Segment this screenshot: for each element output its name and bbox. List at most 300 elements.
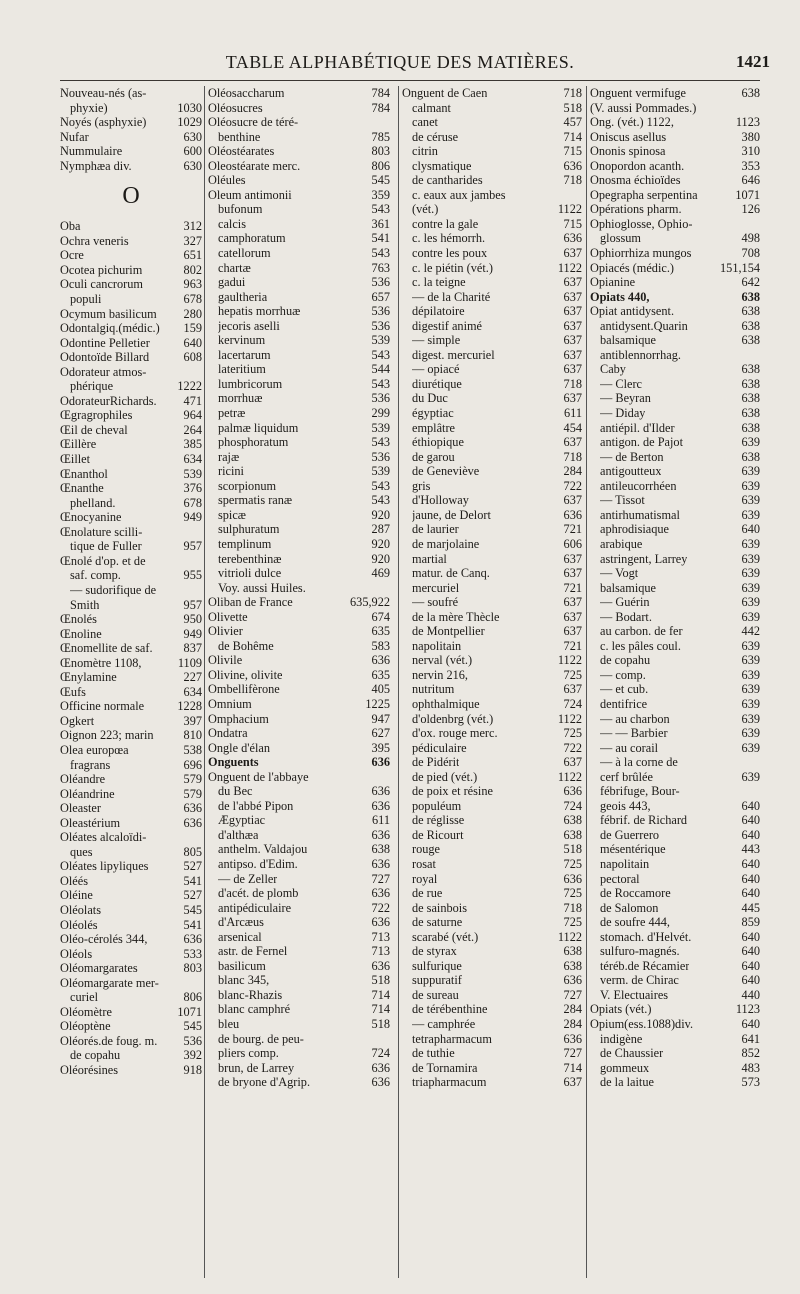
entry-term: pectoral	[600, 871, 640, 886]
entry-page-ref: 955	[183, 568, 202, 583]
index-entry	[402, 755, 582, 770]
entry-term: Œnomellite de saf.	[60, 641, 153, 656]
entry-term: arsenical	[218, 929, 262, 944]
entry-term: kervinum	[218, 333, 266, 348]
entry-term: Opiat antidysent.	[590, 304, 675, 319]
entry-page-ref: 641	[741, 1031, 760, 1046]
entry-term: Odontalgiq.(médic.)	[60, 321, 160, 336]
entry-term: Œufs	[60, 684, 86, 699]
index-entry	[208, 173, 390, 188]
index-entry	[402, 144, 582, 159]
entry-term: V. Electuaires	[600, 987, 669, 1002]
index-entry	[402, 115, 582, 130]
entry-page-ref: 541	[371, 231, 390, 246]
entry-page-ref: 536	[371, 304, 390, 319]
entry-term: gris	[412, 478, 431, 493]
index-entry	[60, 159, 202, 174]
index-entry	[402, 319, 582, 334]
index-entry	[208, 406, 390, 421]
entry-term: emplâtre	[412, 420, 456, 435]
entry-page-ref: 637	[563, 493, 582, 508]
header-rule	[60, 80, 760, 81]
index-entry	[208, 479, 390, 494]
entry-page-ref: 724	[563, 696, 582, 711]
index-entry	[402, 348, 582, 363]
entry-page-ref: 636	[371, 886, 390, 901]
index-entry	[60, 1048, 202, 1063]
index-entry	[402, 406, 582, 421]
entry-page-ref	[757, 755, 760, 770]
entry-page-ref: 637	[563, 1075, 582, 1090]
entry-page-ref: 359	[371, 187, 390, 202]
entry-page-ref: 920	[371, 507, 390, 522]
index-entry	[60, 1005, 202, 1020]
index-entry	[60, 568, 202, 583]
entry-page-ref: 715	[563, 144, 582, 159]
entry-term: — opiacé	[412, 362, 460, 377]
entry-page-ref: 636	[371, 856, 390, 871]
entry-term: Oléorés.de foug. m.	[60, 1033, 158, 1048]
index-column-2	[204, 86, 390, 1278]
index-entry	[590, 261, 760, 276]
entry-page-ref	[579, 188, 582, 203]
index-entry	[60, 350, 202, 365]
index-entry	[402, 799, 582, 814]
entry-page-ref: 639	[741, 464, 760, 479]
entry-page-ref	[199, 976, 202, 991]
index-entry	[60, 307, 202, 322]
index-entry	[60, 728, 202, 743]
index-entry	[402, 435, 582, 450]
entry-page-ref: 638	[741, 406, 760, 421]
entry-term: antiblennorrhag.	[600, 347, 681, 362]
entry-page-ref: 1071	[735, 187, 760, 202]
entry-page-ref: 1122	[557, 711, 582, 726]
index-entry	[60, 612, 202, 627]
entry-page-ref: 639	[741, 682, 760, 697]
entry-term: scorpionum	[218, 478, 277, 493]
entry-page-ref: 310	[741, 144, 760, 159]
entry-term: Oleostéarate merc.	[208, 158, 301, 173]
index-entry	[590, 959, 760, 974]
entry-term: Œnolé d'op. et de	[60, 553, 146, 568]
entry-term: — — Barbier	[600, 726, 668, 741]
entry-page-ref: 636	[371, 1060, 390, 1075]
entry-term: Oléolés	[60, 917, 98, 932]
index-entry	[208, 901, 390, 916]
entry-page-ref: 579	[183, 786, 202, 801]
entry-page-ref: 950	[183, 612, 202, 627]
index-entry	[590, 872, 760, 887]
entry-term: d'althæa	[218, 827, 259, 842]
index-entry	[590, 624, 760, 639]
index-entry	[208, 581, 390, 596]
entry-term: templinum	[218, 536, 272, 551]
entry-term: terebenthinæ	[218, 551, 282, 566]
index-entry	[402, 552, 582, 567]
entry-term: Ogkert	[60, 713, 95, 728]
index-entry	[208, 290, 390, 305]
index-entry	[590, 828, 760, 843]
index-entry	[590, 712, 760, 727]
entry-term: de Ricourt	[412, 827, 464, 842]
entry-term: mésentérique	[600, 842, 666, 857]
index-entry	[60, 481, 202, 496]
entry-page-ref: 638	[741, 420, 760, 435]
index-entry	[60, 423, 202, 438]
entry-page-ref: 714	[563, 1060, 582, 1075]
entry-page-ref: 638	[371, 842, 390, 857]
entry-term: Oniscus asellus	[590, 129, 667, 144]
entry-term: Onguent de Caen	[402, 86, 488, 100]
index-entry	[208, 1046, 390, 1061]
index-entry	[590, 115, 760, 130]
entry-page-ref: 721	[563, 638, 582, 653]
entry-page-ref: 718	[563, 376, 582, 391]
entry-page-ref: 802	[183, 262, 202, 277]
index-entry	[590, 1061, 760, 1076]
index-entry	[402, 522, 582, 537]
index-entry	[208, 595, 390, 610]
index-entry	[60, 743, 202, 758]
entry-page-ref: 725	[563, 915, 582, 930]
index-entry	[60, 496, 202, 511]
entry-term: de Guerrero	[600, 827, 660, 842]
index-entry	[60, 874, 202, 889]
entry-page-ref: 639	[741, 435, 760, 450]
index-entry	[590, 813, 760, 828]
index-entry	[590, 1075, 760, 1090]
entry-page-ref: 543	[371, 347, 390, 362]
entry-term: Œillet	[60, 452, 91, 467]
index-entry	[590, 1002, 760, 1017]
entry-term: Oléates alcaloïdi-	[60, 830, 147, 845]
entry-page-ref: 376	[183, 481, 202, 496]
entry-term: Œillère	[60, 437, 97, 452]
index-entry	[590, 493, 760, 508]
index-entry	[402, 217, 582, 232]
index-entry	[402, 1017, 582, 1032]
entry-page-ref: 518	[563, 100, 582, 115]
entry-page-ref	[387, 770, 390, 785]
index-entry	[590, 930, 760, 945]
index-entry	[402, 988, 582, 1003]
entry-term: — Tissot	[600, 493, 645, 508]
entry-term: — Diday	[600, 406, 646, 421]
entry-page-ref: 527	[183, 888, 202, 903]
index-entry	[208, 857, 390, 872]
entry-page-ref: 637	[563, 362, 582, 377]
entry-page-ref: 784	[371, 86, 390, 100]
entry-term: Oléates lipyliques	[60, 859, 149, 874]
entry-term: Œnomètre 1108,	[60, 655, 142, 670]
entry-term: sulfurique	[412, 958, 462, 973]
entry-page-ref: 724	[371, 1046, 390, 1061]
entry-page-ref: 957	[183, 539, 202, 554]
entry-page-ref	[199, 86, 202, 101]
index-entry	[60, 525, 202, 540]
entry-page-ref: 1071	[177, 1004, 202, 1019]
index-entry	[208, 1002, 390, 1017]
index-entry	[590, 86, 760, 101]
entry-page-ref: 640	[741, 886, 760, 901]
index-entry	[60, 379, 202, 394]
index-entry	[590, 1032, 760, 1047]
entry-page-ref: 539	[371, 333, 390, 348]
entry-page-ref: 637	[563, 624, 582, 639]
entry-page-ref: 630	[183, 129, 202, 144]
entry-term: de cantharides	[412, 173, 483, 188]
entry-page-ref: 636	[371, 784, 390, 799]
entry-term: Omnium	[208, 696, 252, 711]
index-entry	[402, 973, 582, 988]
entry-page-ref: 636	[371, 798, 390, 813]
index-entry	[208, 712, 390, 727]
index-entry	[402, 537, 582, 552]
entry-term: basilicum	[218, 958, 266, 973]
entry-term: Opegrapha serpentina	[590, 187, 698, 202]
entry-term: Olivier	[208, 624, 243, 639]
index-entry	[402, 86, 582, 101]
index-entry	[60, 277, 202, 292]
entry-page-ref: 718	[563, 86, 582, 100]
index-entry	[590, 552, 760, 567]
entry-page-ref	[757, 217, 760, 232]
entry-term: d'ox. rouge merc.	[412, 726, 498, 741]
entry-page-ref: 126	[741, 202, 760, 217]
entry-term: Œil de cheval	[60, 422, 128, 437]
entry-page-ref: 949	[183, 626, 202, 641]
index-entry	[402, 188, 582, 203]
entry-term: Onguent de l'abbaye	[208, 769, 309, 784]
page-title: TABLE ALPHABÉTIQUE DES MATIÈRES.	[225, 52, 575, 72]
entry-page-ref	[199, 830, 202, 845]
index-entry	[590, 508, 760, 523]
index-entry	[60, 656, 202, 671]
entry-page-ref: 651	[183, 248, 202, 263]
entry-term: bufonum	[218, 202, 263, 217]
entry-term: lumbricorum	[218, 376, 283, 391]
entry-page-ref: 638	[741, 304, 760, 319]
entry-page-ref: 600	[183, 144, 202, 159]
entry-term: antipédiculaire	[218, 900, 292, 915]
entry-term: de styrax	[412, 944, 457, 959]
index-entry	[208, 391, 390, 406]
entry-term: camphoratum	[218, 231, 286, 246]
index-entry	[60, 598, 202, 613]
entry-term: de Montpellier	[412, 624, 485, 639]
entry-term: Ocotea pichurim	[60, 262, 143, 277]
entry-page-ref: 638	[563, 944, 582, 959]
entry-term: phérique	[70, 379, 114, 394]
entry-term: Nouveau-nés (as-	[60, 86, 147, 100]
entry-term: hepatis morrhuæ	[218, 304, 301, 319]
index-entry	[590, 697, 760, 712]
entry-page-ref: 636	[371, 653, 390, 668]
entry-page-ref: 545	[183, 1019, 202, 1034]
entry-term: napolitain	[412, 638, 462, 653]
index-entry	[208, 552, 390, 567]
index-entry	[590, 231, 760, 246]
entry-page-ref: 640	[741, 871, 760, 886]
entry-term: lacertarum	[218, 347, 271, 362]
index-entry	[590, 159, 760, 174]
entry-term: de Pidérit	[412, 755, 460, 770]
entry-term: stomach. d'Helvét.	[600, 929, 692, 944]
index-entry	[590, 144, 760, 159]
entry-term: phelland.	[70, 495, 116, 510]
index-entry	[402, 231, 582, 246]
entry-term: canet	[412, 115, 438, 130]
entry-page-ref: 1029	[177, 115, 202, 130]
entry-page-ref: 541	[183, 873, 202, 888]
index-entry	[208, 610, 390, 625]
entry-term: Smith	[70, 597, 100, 612]
entry-term: Oléolats	[60, 902, 101, 917]
entry-page-ref: 785	[371, 129, 390, 144]
index-entry	[60, 510, 202, 525]
entry-page-ref: 638	[563, 827, 582, 842]
entry-page-ref	[387, 581, 390, 596]
entry-term: saf. comp.	[70, 568, 121, 583]
index-entry	[60, 888, 202, 903]
index-entry	[590, 522, 760, 537]
entry-page-ref: 725	[563, 667, 582, 682]
entry-page-ref: 1228	[177, 699, 202, 714]
index-entry	[60, 670, 202, 685]
entry-term: Œnocyanine	[60, 510, 122, 525]
entry-term: fébrifuge, Bour-	[600, 784, 680, 799]
index-entry	[208, 886, 390, 901]
entry-page-ref: 380	[741, 129, 760, 144]
entry-page-ref: 638	[741, 333, 760, 348]
index-entry	[590, 842, 760, 857]
index-entry	[208, 639, 390, 654]
entry-term: — Guérin	[600, 595, 650, 610]
index-entry	[60, 219, 202, 234]
entry-page-ref: 385	[183, 437, 202, 452]
entry-term: — camphrée	[412, 1017, 476, 1031]
index-entry	[590, 784, 760, 799]
index-entry	[60, 336, 202, 351]
index-entry	[208, 377, 390, 392]
index-entry	[402, 682, 582, 697]
index-entry	[590, 435, 760, 450]
index-entry	[208, 872, 390, 887]
index-entry	[402, 1002, 582, 1017]
entry-page-ref: 714	[563, 129, 582, 144]
entry-term: mercuriel	[412, 580, 460, 595]
index-entry	[402, 944, 582, 959]
entry-term: sulphuratum	[218, 522, 280, 537]
index-entry	[402, 101, 582, 116]
entry-page-ref: 284	[563, 1017, 582, 1031]
entry-page-ref: 639	[741, 667, 760, 682]
entry-page-ref: 721	[563, 522, 582, 537]
index-entry	[60, 452, 202, 467]
index-entry	[402, 566, 582, 581]
entry-page-ref: 280	[183, 306, 202, 321]
index-entry	[60, 1019, 202, 1034]
index-entry	[402, 697, 582, 712]
index-entry	[590, 391, 760, 406]
entry-term: de copahu	[70, 1048, 121, 1063]
entry-term: Oléorésines	[60, 1063, 119, 1077]
entry-term: — de Zeller	[218, 871, 278, 886]
index-entry	[208, 101, 390, 116]
entry-page-ref: 471	[183, 393, 202, 408]
index-entry	[402, 610, 582, 625]
entry-page-ref: 640	[741, 958, 760, 973]
entry-page-ref: 327	[183, 233, 202, 248]
entry-page-ref: 1122	[557, 769, 582, 784]
entry-page-ref: 637	[563, 551, 582, 566]
index-entry	[402, 741, 582, 756]
index-entry	[590, 770, 760, 785]
entry-term: de l'abbé Pipon	[218, 798, 294, 813]
index-entry	[402, 595, 582, 610]
entry-page-ref: 498	[741, 231, 760, 246]
entry-page-ref: 1225	[365, 696, 390, 711]
entry-term: de la laitue	[600, 1075, 654, 1090]
entry-term: — comp.	[600, 667, 646, 682]
entry-page-ref: 635,922	[350, 595, 390, 610]
entry-page-ref: 536	[371, 275, 390, 290]
entry-term: antipso. d'Edim.	[218, 856, 298, 871]
entry-page-ref: 803	[371, 144, 390, 159]
entry-page-ref: 636	[563, 231, 582, 246]
index-entry	[208, 86, 390, 101]
entry-term: de marjolaine	[412, 536, 480, 551]
index-entry	[590, 741, 760, 756]
entry-page-ref: 805	[183, 844, 202, 859]
index-entry	[208, 522, 390, 537]
entry-page-ref: 638	[741, 449, 760, 464]
entry-term: Oléomètre	[60, 1004, 112, 1019]
index-entry	[590, 348, 760, 363]
entry-term: de sainbois	[412, 900, 467, 915]
entry-term: (vét.)	[412, 202, 439, 217]
index-entry	[208, 464, 390, 479]
entry-page-ref: 518	[563, 842, 582, 857]
entry-term: du Duc	[412, 391, 448, 406]
entry-page-ref	[757, 101, 760, 116]
entry-term: Ong. (vét.) 1122,	[590, 115, 674, 130]
index-entry	[208, 784, 390, 799]
entry-term: pédiculaire	[412, 740, 467, 755]
index-entry	[208, 828, 390, 843]
index-entry	[60, 816, 202, 831]
entry-page-ref: 543	[371, 493, 390, 508]
entry-page-ref: 718	[563, 900, 582, 915]
entry-page-ref: 639	[741, 507, 760, 522]
entry-term: de sureau	[412, 987, 459, 1002]
entry-page-ref: 637	[563, 682, 582, 697]
index-entry	[60, 947, 202, 962]
entry-term: bleu	[218, 1017, 240, 1031]
entry-term: — soufré	[412, 595, 459, 610]
entry-page-ref: 1122	[557, 202, 582, 217]
entry-page-ref: 718	[563, 449, 582, 464]
entry-page-ref: 483	[741, 1060, 760, 1075]
entry-term: Oléés	[60, 873, 88, 888]
entry-page-ref: 440	[741, 987, 760, 1002]
entry-term: Oliban de France	[208, 595, 293, 610]
index-entry	[208, 508, 390, 523]
entry-term: verm. de Chirac	[600, 973, 679, 988]
entry-term: c. la teigne	[412, 275, 466, 290]
entry-term: d'Arcæus	[218, 915, 264, 930]
